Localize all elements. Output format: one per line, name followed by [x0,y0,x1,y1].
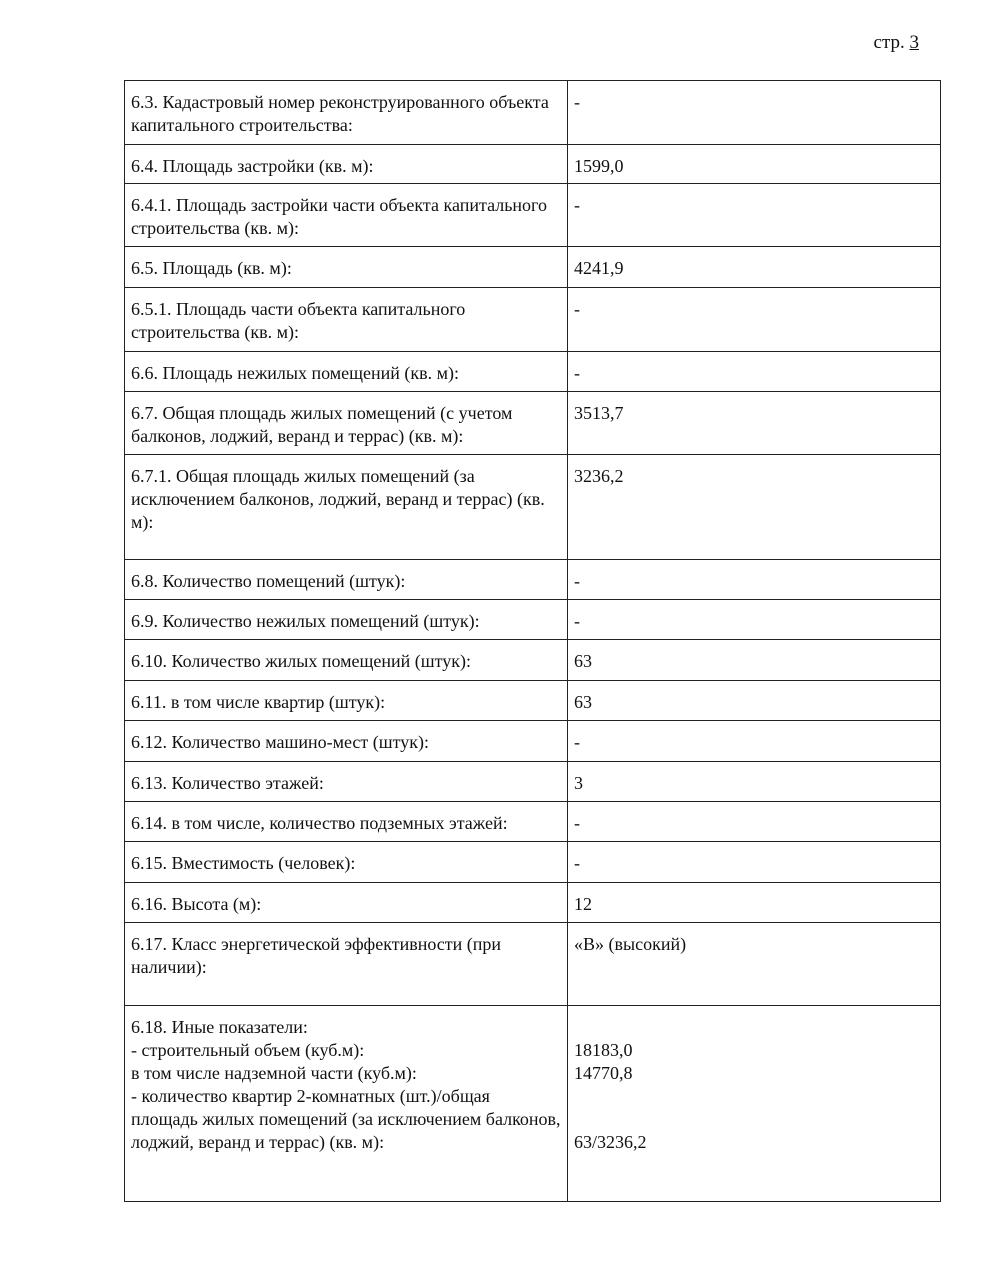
row-label: 6.13. Количество этажей: [125,762,568,802]
row-label: 6.3. Кадастровый номер реконструированного объекта капитального строительства: [125,81,568,145]
table-row [125,681,941,721]
row-label: 6.16. Высота (м): [125,883,568,923]
row-value: «В» (высокий) [568,923,941,1006]
row-label: 6.9. Количество нежилых помещений (штук): [125,600,568,640]
table-row [125,762,941,802]
table-row [125,883,941,923]
indicators-table [124,80,941,1202]
row-value: 3236,2 [568,455,941,560]
row-value: - [568,600,941,640]
row-label: 6.4.1. Площадь застройки части объекта капитального строительства (кв. м): [125,184,568,247]
table-row [125,145,941,184]
row-label: 6.14. в том числе, количество подземных этажей: [125,802,568,842]
row-label: 6.7. Общая площадь жилых помещений (с учетом балконов, лоджий, веранд и террас) (кв. м): [125,392,568,455]
row-value: - [568,802,941,842]
row-label: 6.8. Количество помещений (штук): [125,560,568,600]
row-value: - [568,560,941,600]
row-value: - [568,842,941,883]
table-row [125,352,941,392]
page-number [874,32,919,54]
row-label: 6.5.1. Площадь части объекта капитального строительства (кв. м): [125,288,568,352]
table-row [125,288,941,352]
table-row [125,184,941,247]
table-row [125,560,941,600]
table-row [125,600,941,640]
row-value: 4241,9 [568,247,941,288]
row-value: - [568,184,941,247]
row-label: 6.10. Количество жилых помещений (штук): [125,640,568,681]
row-value: 63 [568,640,941,681]
row-value: 3 [568,762,941,802]
row-value: - [568,288,941,352]
page-number-value: 3 [909,32,919,53]
table-row [125,455,941,560]
row-label: 6.17. Класс энергетической эффективности (при наличии): [125,923,568,1006]
table-row [125,392,941,455]
table-row [125,802,941,842]
row-value: 18183,0 14770,8 63/3236,2 [568,1006,941,1202]
row-label: 6.12. Количество машино-мест (штук): [125,721,568,762]
row-label: 6.15. Вместимость (человек): [125,842,568,883]
row-value: - [568,721,941,762]
table-row [125,923,941,1006]
table-row [125,640,941,681]
row-label: 6.5. Площадь (кв. м): [125,247,568,288]
table-row [125,842,941,883]
table-row [125,1006,941,1202]
table-row [125,247,941,288]
row-label: 6.18. Иные показатели: - строительный объем (куб.м): в том числе надземной части (куб.м): - количество квартир 2-комнатных (шт.)/общая площадь жилых помещений (за исключением балконов, лоджий, веранд и террас) (кв. м): [125,1006,568,1202]
row-label: 6.11. в том числе квартир (штук): [125,681,568,721]
row-value: 3513,7 [568,392,941,455]
row-value: 12 [568,883,941,923]
row-value: 1599,0 [568,145,941,184]
row-label: 6.6. Площадь нежилых помещений (кв. м): [125,352,568,392]
table-row [125,721,941,762]
row-value: - [568,81,941,145]
row-value: 63 [568,681,941,721]
page-number-prefix: стр. [873,32,905,53]
row-label: 6.4. Площадь застройки (кв. м): [125,145,568,184]
row-label: 6.7.1. Общая площадь жилых помещений (за исключением балконов, лоджий, веранд и террас) (кв. м): [125,455,568,560]
table-row [125,81,941,145]
row-value: - [568,352,941,392]
